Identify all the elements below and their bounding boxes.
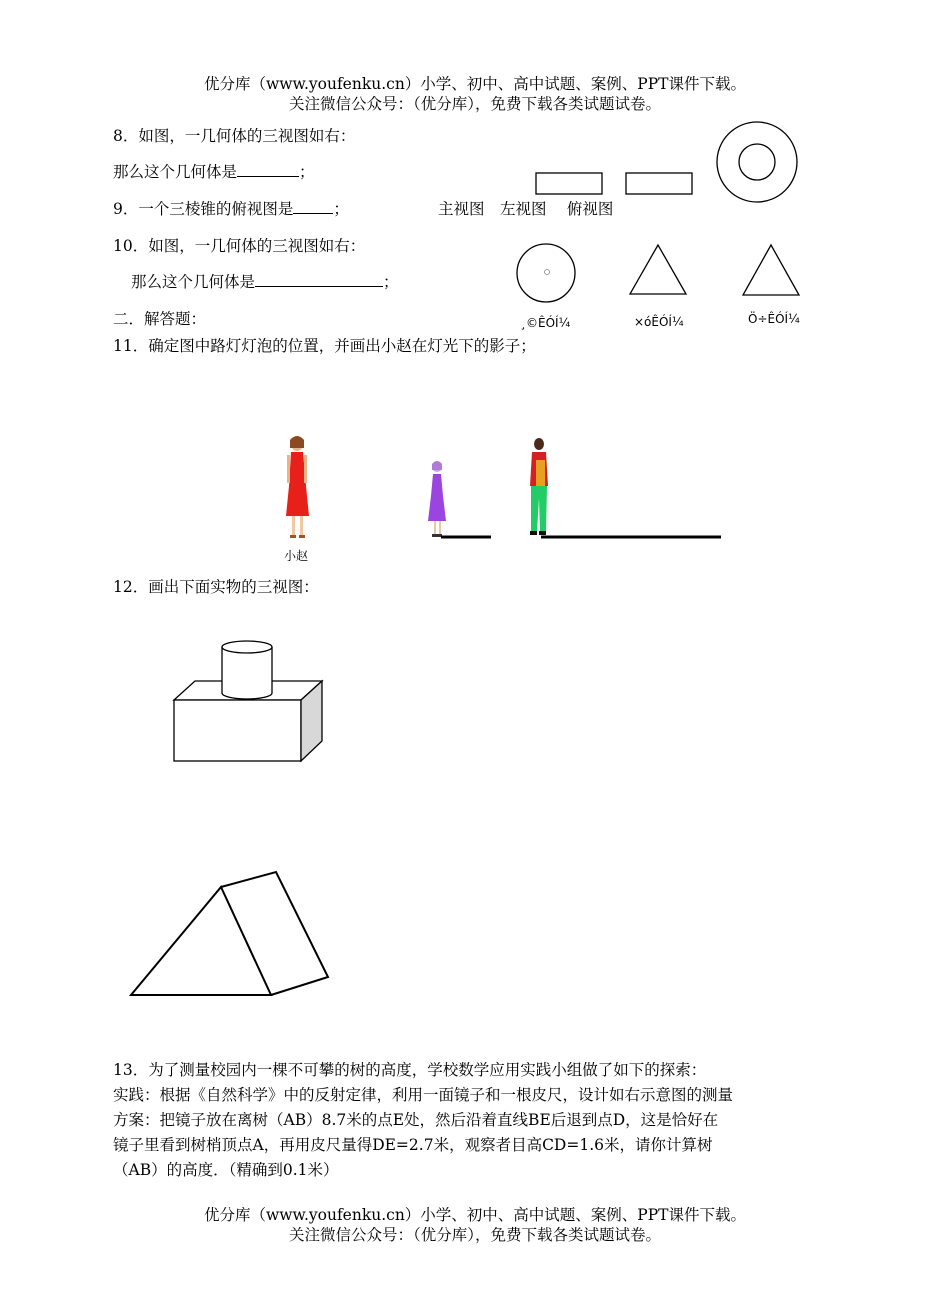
- q10-label-front-view: Ö÷ÊÓÍ¼: [748, 312, 800, 326]
- q13-line-2: 实践：根据《自然科学》中的反射定律，利用一面镜子和一根皮尺，设计如右示意图的测量: [113, 1086, 734, 1104]
- header-line-2: 关注微信公众号：（优分库），免费下载各类试题试卷。: [288, 95, 661, 113]
- q13-line-3: 方案：把镜子放在离树（AB）8.7米的点E处，然后沿着直线BE后退到点D，这是恰好在: [113, 1111, 719, 1129]
- triangular-prism: [131, 872, 328, 995]
- q10-label-top-view: ¸©ÊÓÍ¼: [520, 316, 571, 330]
- q10-label-left-view: ×óÊÓÍ¼: [634, 315, 684, 329]
- header-line-1: 优分库（www.youfenku.cn）小学、初中、高中试题、案例、PPT课件下载。: [203, 75, 747, 93]
- footer-line-1: 优分库（www.youfenku.cn）小学、初中、高中试题、案例、PPT课件下载。: [203, 1206, 747, 1224]
- q12-text: 12．画出下面实物的三视图：: [113, 578, 319, 596]
- q13-paragraph: [113, 1058, 838, 1183]
- xiaozhao-label: 小赵: [284, 549, 309, 563]
- q8-prefix: 那么这个几何体是: [113, 163, 238, 181]
- q11-text: 11．确定图中路灯灯泡的位置，并画出小赵在灯光下的影子；: [113, 337, 536, 355]
- q10-prefix: 那么这个几何体是: [131, 273, 256, 291]
- q10-suffix: ；: [383, 273, 399, 291]
- box-with-cylinder: [174, 641, 322, 761]
- footer-line-2: 关注微信公众号：（优分库），免费下载各类试题试卷。: [288, 1226, 661, 1244]
- q13-line-1: 13．为了测量校园内一棵不可攀的树的高度，学校数学应用实践小组做了如下的探索：: [113, 1061, 707, 1079]
- q9-prefix: 9．一个三棱锥的俯视图是: [113, 200, 294, 218]
- section-2-title: 二．解答题：: [113, 310, 207, 328]
- q8-line-1: 8．如图，一几何体的三视图如右：: [113, 127, 356, 145]
- q8-view-labels: 主视图 左视图 俯视图: [438, 200, 614, 218]
- q9-suffix: ；: [333, 200, 349, 218]
- q13-line-4: 镜子里看到树梢顶点A，再用皮尺量得DE=2.7米，观察者目高CD=1.6米，请你计算树: [113, 1136, 713, 1154]
- q13-line-5: （AB）的高度．（精确到0.1米）: [113, 1161, 339, 1179]
- q8-suffix: ；: [299, 163, 315, 181]
- q10-line-1: 10．如图，一几何体的三视图如右：: [113, 237, 366, 255]
